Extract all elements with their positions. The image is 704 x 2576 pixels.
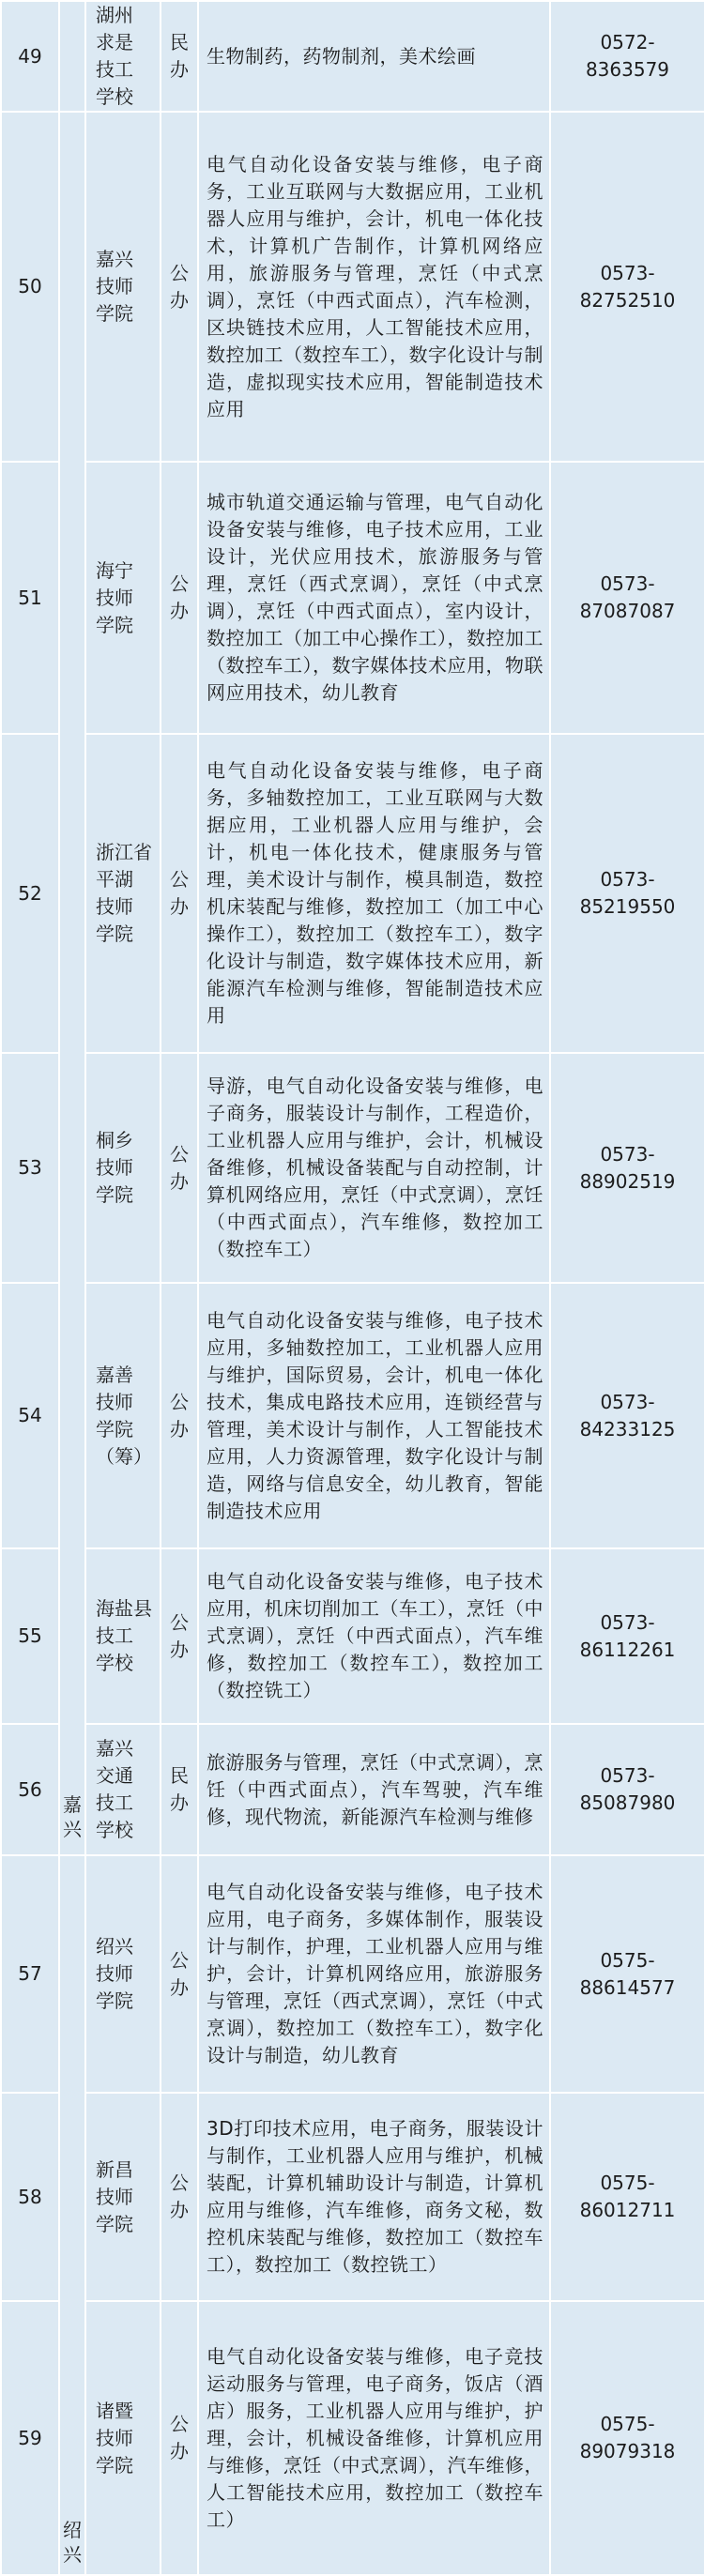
phone-line: 0573- [600, 1390, 655, 1413]
school-name-line: 学院 [96, 1183, 133, 1206]
school-type-char: 办 [170, 2199, 189, 2221]
school-type [161, 1, 198, 112]
row-number: 56 [1, 1724, 59, 1855]
phone-line: 86012711 [579, 2199, 676, 2221]
phone-number [550, 1548, 704, 1724]
school-type-char: 公 [170, 1610, 189, 1634]
school-type [161, 112, 198, 462]
school-name-line: 交通 [96, 1764, 133, 1787]
school-type-char: 办 [170, 2440, 189, 2462]
table-row [1, 1855, 704, 2093]
phone-line: 0573- [600, 1142, 655, 1166]
phone-line: 84233125 [579, 1417, 676, 1440]
school-type-char: 公 [170, 572, 189, 595]
table-row [1, 1, 704, 112]
school-type-char: 民 [170, 1764, 189, 1787]
phone-line: 85219550 [579, 895, 676, 918]
phone-number [550, 2093, 704, 2301]
row-number: 54 [1, 1283, 59, 1548]
school-name-line: 海宁 [96, 558, 133, 582]
school-name-line: 技师 [96, 1156, 133, 1179]
phone-line: 0573- [600, 572, 655, 595]
majors-list: 导游，电气自动化设备安装与维修，电子商务，服装设计与制作，工程造价，工业机器人应用与维护，会计，机械设备维修，机械设备装配与自动控制，计算机网络应用，烹饪（中式烹调），烹饪（中西式面点），汽车维修，数控加工（数控车工） [198, 1053, 550, 1283]
phone-line: 89079318 [579, 2440, 676, 2462]
majors-list: 城市轨道交通运输与管理，电气自动化设备安装与维修，电子技术应用，工业设计，光伏应用技术，旅游服务与管理，烹饪（西式烹调），烹饪（中式烹调），烹饪（中西式面点），室内设计，数控加工（加工中心操作工），数控加工（数控车工），数字媒体技术应用，物联网应用技术，幼儿教育 [198, 462, 550, 734]
row-number: 55 [1, 1548, 59, 1724]
row-number: 53 [1, 1053, 59, 1283]
school-name-line: 学院 [96, 1417, 133, 1440]
school-name [85, 2301, 161, 2575]
city-char: 嘉 [63, 1793, 82, 1816]
school-name-line: 海盐县 [96, 1597, 152, 1620]
school-name-line: 嘉善 [96, 1363, 133, 1386]
school-type-char: 民 [170, 31, 189, 53]
school-name-line: 技工 [96, 1624, 133, 1647]
school-type-char: 公 [170, 261, 189, 284]
school-name-line: 技师 [96, 275, 133, 297]
school-name-line: 桐乡 [96, 1129, 133, 1151]
table-row [1, 112, 704, 462]
phone-number [550, 1283, 704, 1548]
row-number: 59 [1, 2301, 59, 2575]
phone-line: 0575- [600, 2413, 655, 2435]
table-row [1, 734, 704, 1053]
school-name [85, 1283, 161, 1548]
school-type-char: 办 [170, 600, 189, 622]
school-type [161, 734, 198, 1053]
school-type-char: 公 [170, 1948, 189, 1972]
phone-line: 0573- [600, 1610, 655, 1634]
row-number: 52 [1, 734, 59, 1053]
school-type [161, 1548, 198, 1724]
city-cell-previous [59, 1, 85, 112]
phone-line: 0573- [600, 261, 655, 284]
school-name-line: 技师 [96, 1390, 133, 1413]
city-cell-shaoxing [59, 1855, 85, 2575]
school-name-line: 嘉兴 [96, 248, 133, 270]
phone-line: 86112261 [579, 1638, 676, 1661]
school-type [161, 462, 198, 734]
school-name-line: 技师 [96, 895, 133, 918]
phone-line: 85087980 [579, 1791, 676, 1814]
school-type [161, 2301, 198, 2575]
table-row [1, 462, 704, 734]
schools-table-body [1, 1, 704, 2575]
school-type-char: 办 [170, 1417, 189, 1440]
school-type [161, 1053, 198, 1283]
school-name-line: 学院 [96, 1989, 133, 2012]
school-name-line: 学院 [96, 2453, 133, 2477]
row-number: 51 [1, 462, 59, 734]
school-type [161, 1855, 198, 2093]
school-type-char: 公 [170, 2172, 189, 2194]
school-type-char: 公 [170, 1390, 189, 1413]
phone-line: 0575- [600, 1948, 655, 1972]
school-type [161, 1283, 198, 1548]
school-name-line: 新昌 [96, 2157, 133, 2181]
school-name-line: 技工 [96, 1791, 133, 1814]
school-type-char: 办 [170, 288, 189, 312]
phone-number [550, 1053, 704, 1283]
school-name-line: 技师 [96, 2185, 133, 2208]
school-name-line: 学院 [96, 2212, 133, 2235]
table-row [1, 2301, 704, 2575]
row-number: 58 [1, 2093, 59, 2301]
city-char: 兴 [63, 2543, 82, 2566]
city-char: 绍 [63, 2519, 82, 2541]
majors-list: 电气自动化设备安装与维修，电子技术应用，多轴数控加工，工业机器人应用与维护，国际贸易，会计，机电一体化技术，集成电路技术应用，连锁经营与管理，美术设计与制作，人工智能技术应用，人力资源管理，数字化设计与制造，网络与信息安全，幼儿教育，智能制造技术应用 [198, 1283, 550, 1548]
school-type-char: 办 [170, 1791, 189, 1814]
phone-number [550, 2301, 704, 2575]
school-type [161, 1724, 198, 1855]
school-type-char: 办 [170, 895, 189, 918]
school-type-char: 公 [170, 2413, 189, 2435]
majors-list: 旅游服务与管理，烹饪（中式烹调），烹饪（中西式面点），汽车驾驶，汽车维修，现代物流，新能源汽车检测与维修 [198, 1724, 550, 1855]
majors-list: 电气自动化设备安装与维修，电子竞技运动服务与管理，电子商务，饭店（酒店）服务，工业机器人应用与维护，护理，会计，机械设备维修，计算机应用与维修，烹饪（中式烹调），汽车维修，人工智能技术应用，数控加工（数控车工） [198, 2301, 550, 2575]
school-name [85, 112, 161, 462]
majors-list: 电气自动化设备安装与维修，电子商务，工业互联网与大数据应用，工业机器人应用与维护，会计，机电一体化技术，计算机广告制作，计算机网络应用，旅游服务与管理，烹饪（中式烹调），烹饪（中西式面点），汽车检测，区块链技术应用，人工智能技术应用，数控加工（数控车工），数字化设计与制造，虚拟现实技术应用，智能制造技术应用 [198, 112, 550, 462]
phone-number [550, 734, 704, 1053]
majors-list: 电气自动化设备安装与维修，电子技术应用，机床切削加工（车工），烹饪（中式烹调），烹饪（中西式面点），汽车维修，数控加工（数控车工），数控加工（数控铣工） [198, 1548, 550, 1724]
school-name-line: 浙江省 [96, 841, 152, 863]
majors-list: 电气自动化设备安装与维修，电子商务，多轴数控加工，工业互联网与大数据应用，工业机器人应用与维护，会计，机电一体化技术，健康服务与管理，美术设计与制作，模具制造，数控机床装配与维修，数控加工（加工中心操作工），数控加工（数控车工），数字化设计与制造，数字媒体技术应用，新能源汽车检测与维修，智能制造技术应用 [198, 734, 550, 1053]
school-name-line: 学院 [96, 302, 133, 325]
school-name-line: 湖州 [96, 4, 133, 26]
city-char: 兴 [63, 1818, 82, 1840]
school-name [85, 1855, 161, 2093]
school-name-line: 平湖 [96, 868, 133, 891]
school-type-char: 公 [170, 868, 189, 891]
majors-list: 生物制药，药物制剂，美术绘画 [198, 1, 550, 112]
school-type-char: 公 [170, 1142, 189, 1166]
school-name-line: 学校 [96, 1819, 133, 1841]
school-type [161, 2093, 198, 2301]
school-type-char: 办 [170, 58, 189, 81]
school-name-line: 技工 [96, 58, 133, 81]
school-name-line: 技师 [96, 1962, 133, 1985]
phone-line: 88614577 [579, 1975, 676, 1999]
majors-list: 3D打印技术应用，电子商务，服装设计与制作，工业机器人应用与维护，机械装配，计算机辅助设计与制造，计算机应用与维修，汽车维修，商务文秘，数控机床装配与维修，数控加工（数控车工），数控加工（数控铣工） [198, 2093, 550, 2301]
phone-line: 0573- [600, 1764, 655, 1787]
phone-number [550, 1855, 704, 2093]
phone-line: 0573- [600, 868, 655, 891]
school-name-line: （筹） [96, 1444, 152, 1468]
majors-list: 电气自动化设备安装与维修，电子技术应用，电子商务，多媒体制作，服装设计与制作，护理，工业机器人应用与维护，会计，计算机网络应用，旅游服务与管理，烹饪（西式烹调），烹饪（中式烹调），数控加工（数控车工），数字化设计与制造，幼儿教育 [198, 1855, 550, 2093]
school-name [85, 1, 161, 112]
phone-number [550, 1, 704, 112]
phone-line: 82752510 [579, 288, 676, 312]
phone-line: 0575- [600, 2172, 655, 2194]
city-label-shaoxing [61, 2518, 84, 2567]
phone-number [550, 112, 704, 462]
table-row [1, 1053, 704, 1283]
school-name [85, 734, 161, 1053]
school-name-line: 嘉兴 [96, 1737, 133, 1760]
phone-number [550, 462, 704, 734]
phone-line: 0572- [600, 31, 655, 53]
school-name-line: 学校 [96, 1652, 133, 1674]
row-number: 57 [1, 1855, 59, 2093]
school-type-char: 办 [170, 1169, 189, 1193]
table-row [1, 2093, 704, 2301]
row-number: 50 [1, 112, 59, 462]
school-name-line: 求是 [96, 31, 133, 53]
school-name-line: 学校 [96, 85, 133, 108]
school-type-char: 办 [170, 1638, 189, 1661]
phone-line: 88902519 [579, 1169, 676, 1193]
city-label-jiaxing [61, 1792, 84, 1841]
phone-line: 8363579 [585, 58, 670, 81]
school-name-line: 学院 [96, 922, 133, 945]
table-row [1, 1548, 704, 1724]
school-name [85, 1724, 161, 1855]
school-name [85, 1548, 161, 1724]
school-name [85, 1053, 161, 1283]
school-name [85, 462, 161, 734]
school-name-line: 技师 [96, 586, 133, 609]
school-name-line: 技师 [96, 2426, 133, 2449]
table-row [1, 1283, 704, 1548]
phone-number [550, 1724, 704, 1855]
phone-line: 87087087 [579, 600, 676, 622]
city-cell-jiaxing [59, 112, 85, 1855]
school-name [85, 2093, 161, 2301]
school-type-char: 办 [170, 1975, 189, 1999]
row-number: 49 [1, 1, 59, 112]
school-name-line: 学院 [96, 613, 133, 636]
school-name-line: 诸暨 [96, 2399, 133, 2422]
school-name-line: 绍兴 [96, 1935, 133, 1958]
table-row [1, 1724, 704, 1855]
